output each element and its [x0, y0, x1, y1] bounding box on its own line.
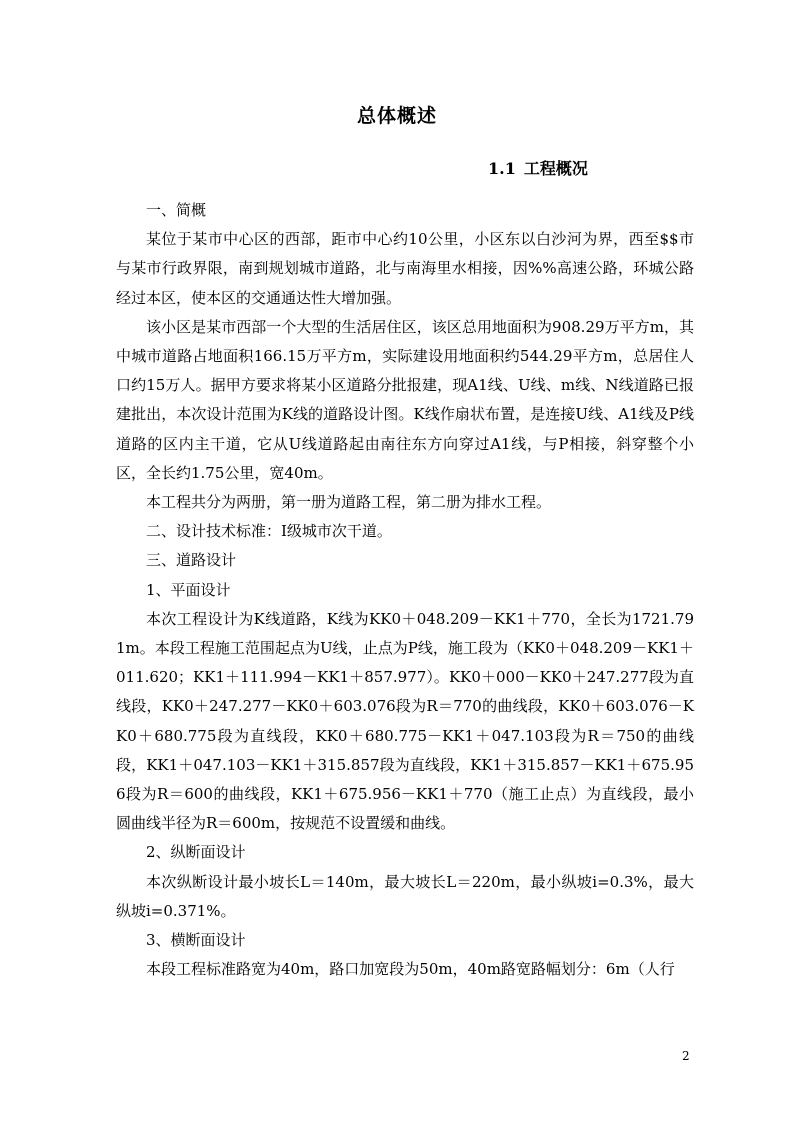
paragraph-location: 某位于某市中心区的西部，距市中心约10公里，小区东以白沙河为界，西至$$市与某市行政界限，南到规划城市道路，北与南海里水相接，因%%高速公路，环城公路经过本区，使本区的交通通达性大增加强。 [116, 230, 694, 307]
page-number: 2 [682, 1049, 690, 1063]
section-title: 工程概况 [523, 159, 588, 178]
paragraph-plan-design: 本次工程设计为K线道路，K线为KK0＋048.209－KK1＋770，全长为1721.791m。本段工程施工范围起点为U线，止点为P线，施工段为（KK0＋048.209－KK1＋011.620；KK1＋111.994－KK1＋857.977）。KK0＋000－KK0＋247.277段为直线段，KK0＋247.277－KK0＋603.076段为R＝770的曲线段，KK0＋603.076－KK0＋680.775段为直线段，KK0＋680.775－KK1＋047.103段为R＝750的曲线段，KK1＋047.103－KK1＋315.857段为直线段，KK1＋315.857－KK1＋675.956段为R＝600的曲线段，KK1＋675.956－KK1＋770（施工止点）为直线段，最小圆曲线半径为R＝600m，按规范不设置缓和曲线。 [116, 609, 694, 833]
paragraph-heading-plan-design: 1、平面设计 [146, 580, 231, 599]
paragraph-area: 该小区是某市西部一个大型的生活居住区，该区总用地面积为908.29万平方m，其中城市道路占地面积166.15万平方m，实际建设用地面积约544.29平方m，总居住人口约15万人。据甲方要求将某小区道路分批报建，现A1线、U线、m线、N线道路已报建批出，本次设计范围为K线的道路设计图。K线作扇状布置，是连接U线、A1线及P线道路的区内主干道，它从U线道路起由南往东方向穿过A1线，与P相接，斜穿整个小区，全长约1.75公里，宽40m。 [116, 317, 694, 482]
paragraph-profile-design: 本次纵断设计最小坡长L＝140m，最大坡长L＝220m，最小纵坡i=0.3%，最大纵坡i=0.371%。 [116, 872, 694, 920]
paragraph-heading-profile-design: 2、纵断面设计 [146, 843, 246, 862]
section-heading [488, 157, 588, 181]
body-text [116, 196, 694, 984]
paragraph-cross-section: 本段工程标准路宽为40m，路口加宽段为50m，40m路宽路幅划分：6m（人行 [146, 960, 675, 979]
section-number: 1.1 [488, 159, 516, 178]
paragraph-design-standard: 二、设计技术标准：Ⅰ级城市次干道。 [146, 522, 392, 541]
paragraph-heading-overview: 一、简概 [146, 201, 207, 219]
document-title: 总体概述 [356, 105, 437, 127]
paragraph-heading-cross-section: 3、横断面设计 [146, 931, 246, 950]
paragraph-heading-road-design: 三、道路设计 [146, 551, 237, 570]
paragraph-volumes: 本工程共分为两册，第一册为道路工程，第二册为排水工程。 [146, 493, 552, 512]
